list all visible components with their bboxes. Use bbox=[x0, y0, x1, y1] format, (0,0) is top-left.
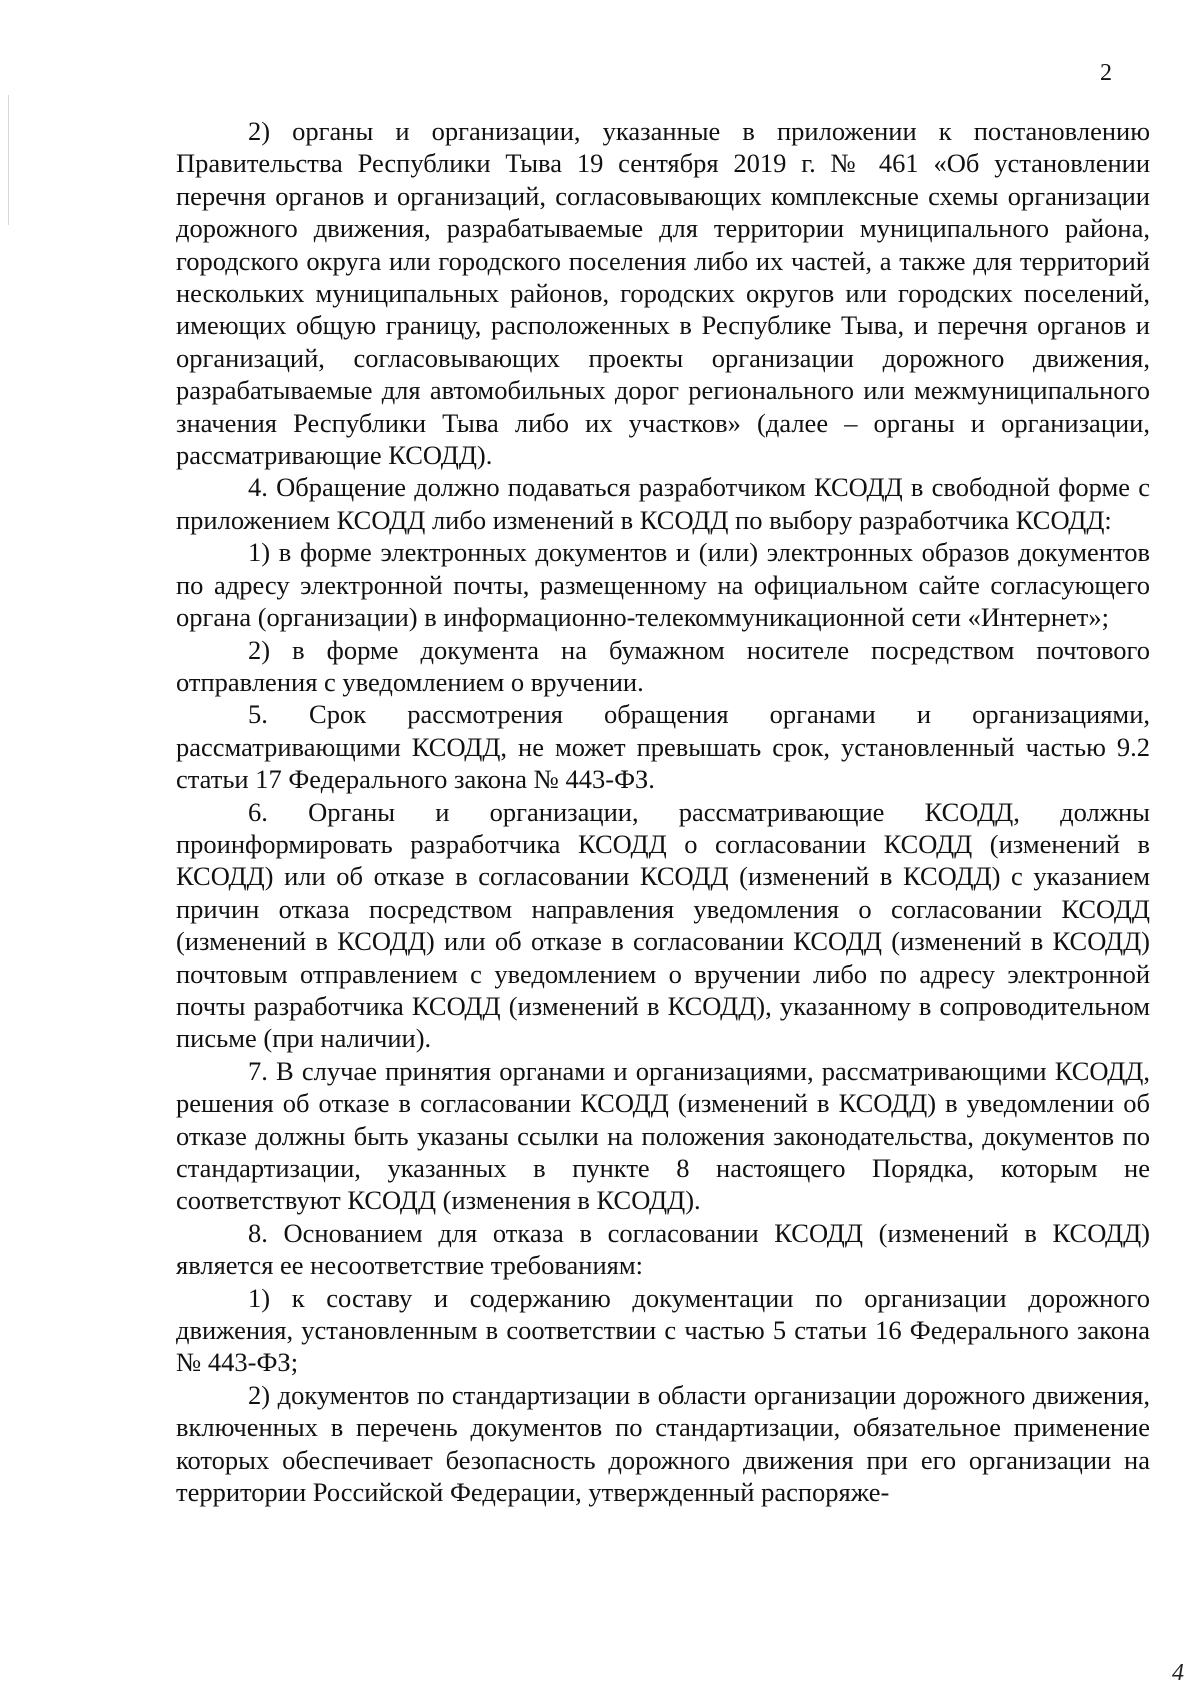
paragraph-8-grounds: 8. Основанием для отказа в согласовании КСОДД (изменений в КСОДД) является ее несоответствие требованиям: bbox=[176, 1217, 1150, 1281]
paragraph-4-1-electronic: 1) в форме электронных документов и (или) электронных образов документов по адресу электронной почты, размещенному на официальном сайте согласующего органа (организации) в информационно-телекоммуникационной сети «Интернет»; bbox=[176, 537, 1150, 633]
paragraph-2-organs: 2) органы и организации, указанные в приложении к постановлению Правительства Республики Тыва 19 сентября 2019 г. № 461 «Об установлении перечня органов и организаций, согласовывающих комплексные схемы организации дорожного движения, разрабатываемые для территории муниципального района, городского округа или городского поселения либо их частей, а также для территорий нескольких муниципальных районов, городских округов или городских поселений, имеющих общую границу, расположенных в Республике Тыва, и перечня органов и организаций, согласовывающих проекты организации дорожного движения, разрабатываемые для автомобильных дорог регионального или межмуниципального значения Республики Тыва либо их участков» (далее – органы и организации, рассматривающие КСОДД). bbox=[176, 116, 1150, 471]
handwritten-corner-mark: 4 bbox=[1172, 1660, 1184, 1686]
page-number: 2 bbox=[1100, 60, 1112, 86]
paragraph-8-2-standards: 2) документов по стандартизации в области организации дорожного движения, включенных в перечень документов по стандартизации, обязательное применение которых обеспечивает безопасность дорожного движения при его организации на территории Российской Федерации, утвержденный распоряже- bbox=[176, 1379, 1150, 1508]
scan-edge-line bbox=[8, 95, 9, 225]
paragraph-5-term: 5. Срок рассмотрения обращения органами и организациями, рассматривающими КСОДД, не может превышать срок, установленный частью 9.2 статьи 17 Федерального закона № 443-ФЗ. bbox=[176, 699, 1150, 795]
paragraph-6-notification: 6. Органы и организации, рассматривающие КСОДД, должны проинформировать разработчика КСОДД о согласовании КСОДД (изменений в КСОДД) или об отказе в согласовании КСОДД (изменений в КСОДД) с указанием причин отказа посредством направления уведомления о согласовании КСОДД (изменений в КСОДД) или об отказе в согласовании КСОДД (изменений в КСОДД) почтовым отправлением с уведомлением о вручении либо по адресу электронной почты разработчика КСОДД (изменений в КСОДД), указанному в сопроводительном письме (при наличии). bbox=[176, 796, 1150, 1054]
paragraph-7-refusal: 7. В случае принятия органами и организациями, рассматривающими КСОДД, решения об отказе в согласовании КСОДД (изменений в КСОДД) в уведомлении об отказе должны быть указаны ссылки на положения законодательства, документов по стандартизации, указанных в пункте 8 настоящего Порядка, которым не соответствуют КСОДД (изменения в КСОДД). bbox=[176, 1055, 1150, 1216]
paragraph-4-application: 4. Обращение должно подаваться разработчиком КСОДД в свободной форме с приложением КСОДД либо изменений в КСОДД по выбору разработчика КСОДД: bbox=[176, 472, 1150, 535]
paragraph-8-1-composition: 1) к составу и содержанию документации по организации дорожного движения, установленным в соответствии с частью 5 статьи 16 Федерального закона № 443-ФЗ; bbox=[176, 1282, 1150, 1378]
document-body bbox=[176, 115, 1150, 1508]
paragraph-4-2-paper: 2) в форме документа на бумажном носителе посредством почтового отправления с уведомлением о вручении. bbox=[176, 634, 1150, 697]
